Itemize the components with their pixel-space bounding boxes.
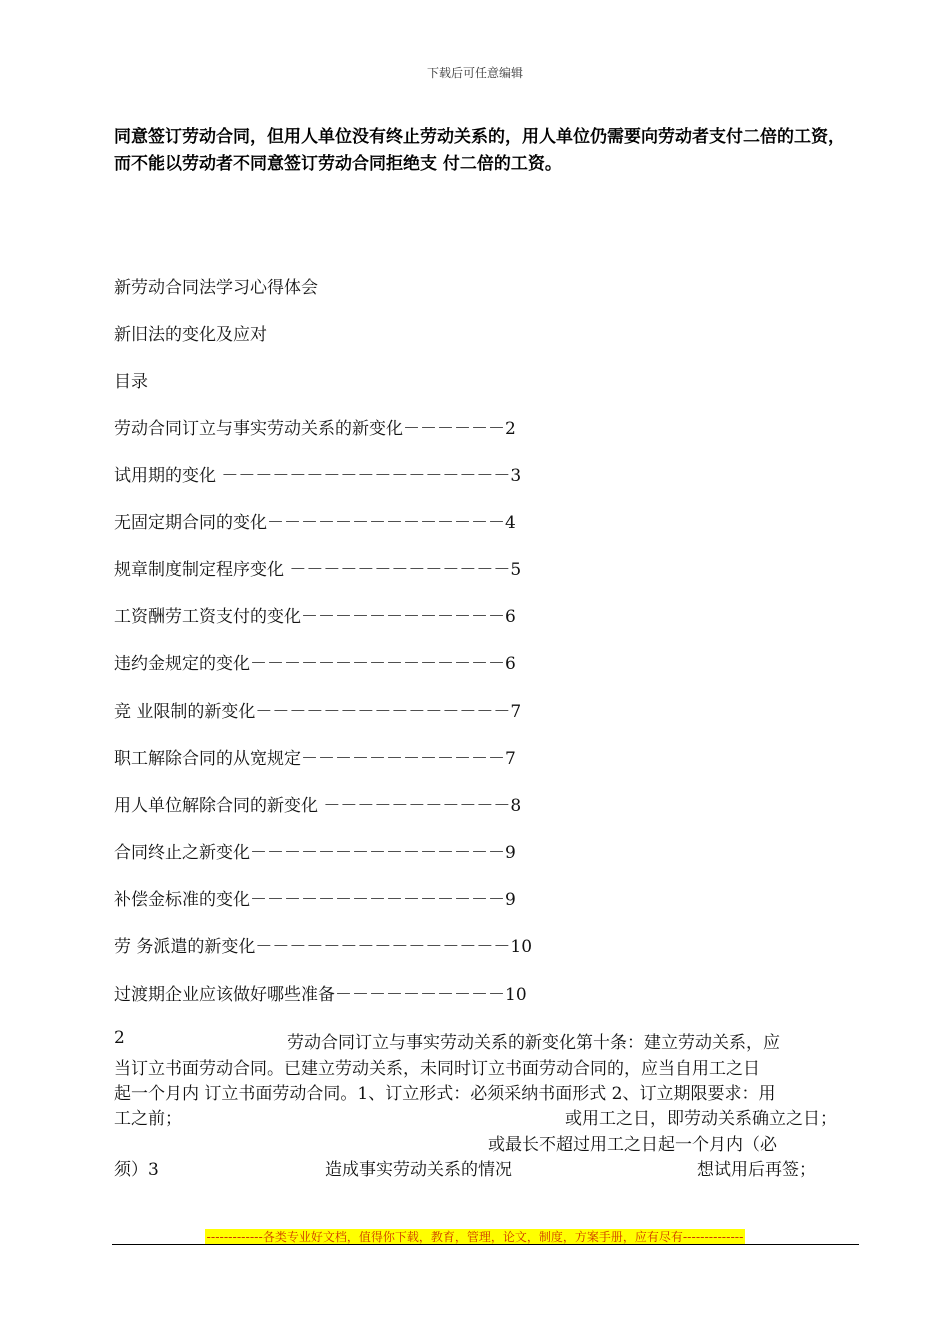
footer-banner (0, 1226, 950, 1245)
body-line: 工之前； (114, 1109, 182, 1129)
lead-paragraph: 同意签订劳动合同，但用人单位没有终止劳动关系的，用人单位仍需要向劳动者支付二倍的工资，而不能以劳动者不同意签订劳动合同拒绝支 付二倍的工资。 (114, 127, 845, 174)
document-title: 新劳动合同法学习心得体会 (114, 278, 318, 298)
body-line: 劳动合同订立与事实劳动关系的新变化第十条：建立劳动关系，应 (287, 1033, 780, 1053)
toc-entry: 违约金规定的变化－－－－－－－－－－－－－－－6 (114, 654, 516, 674)
document-subtitle: 新旧法的变化及应对 (114, 325, 267, 345)
toc-entry: 合同终止之新变化－－－－－－－－－－－－－－－9 (114, 843, 516, 863)
toc-entry: 竞 业限制的新变化－－－－－－－－－－－－－－－7 (114, 702, 522, 722)
toc-entry: 过渡期企业应该做好哪些准备－－－－－－－－－－10 (114, 985, 527, 1005)
toc-entry: 职工解除合同的从宽规定－－－－－－－－－－－－7 (114, 749, 516, 769)
page-header-note: 下载后可任意编辑 (426, 66, 523, 80)
body-line: 想试用后再签； (697, 1160, 816, 1180)
section-number: 2 (114, 1028, 125, 1048)
body-line: 须）3 (114, 1160, 159, 1180)
footer-divider (112, 1244, 859, 1245)
toc-entry: 劳 务派遣的新变化－－－－－－－－－－－－－－－10 (114, 937, 533, 957)
body-line: 造成事实劳动关系的情况 (325, 1160, 512, 1180)
body-line: 起一个月内 订立书面劳动合同。1、订立形式：必须采纳书面形式 2、订立期限要求：用 (114, 1084, 776, 1104)
toc-entry: 试用期的变化 －－－－－－－－－－－－－－－－－3 (114, 466, 522, 486)
toc-entry: 规章制度制定程序变化 －－－－－－－－－－－－－5 (114, 560, 522, 580)
body-line: 当订立书面劳动合同。已建立劳动关系，未同时订立书面劳动合同的，应当自用工之日 (114, 1059, 760, 1079)
footer-banner-text: -------------各类专业好文档，值得你下载，教育，管理，论文，制度，方案手册，应有尽有-------------- (206, 1230, 744, 1244)
toc-entry: 补偿金标准的变化－－－－－－－－－－－－－－－9 (114, 890, 516, 910)
toc-heading: 目录 (114, 372, 148, 392)
toc-entry: 无固定期合同的变化－－－－－－－－－－－－－－4 (114, 513, 516, 533)
toc-entry: 劳动合同订立与事实劳动关系的新变化－－－－－－2 (114, 419, 516, 439)
toc-entry: 工资酬劳工资支付的变化－－－－－－－－－－－－6 (114, 607, 516, 627)
toc-entry: 用人单位解除合同的新变化 －－－－－－－－－－－8 (114, 796, 522, 816)
body-line: 或用工之日，即劳动关系确立之日； (565, 1109, 837, 1129)
body-line: 或最长不超过用工之日起一个月内（必 (488, 1135, 777, 1155)
